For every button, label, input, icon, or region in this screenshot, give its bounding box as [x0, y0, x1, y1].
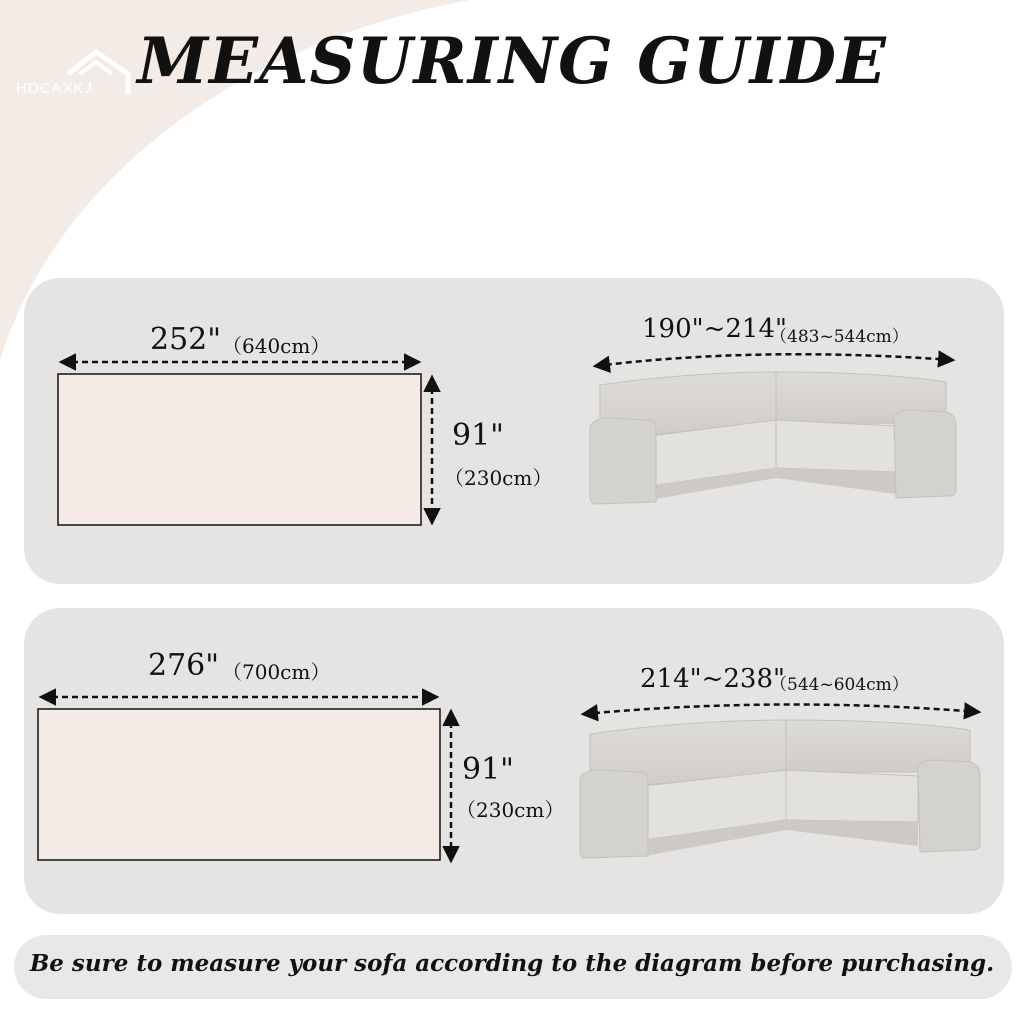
- cover-width-inches-2: 276": [148, 648, 220, 683]
- cover-height-inches-2: 91": [462, 752, 514, 787]
- sofa-span-inches-1: 190"~214": [642, 314, 787, 344]
- cover-diagram-2: [38, 697, 451, 860]
- cover-height-cm-2: （230cm）: [456, 798, 565, 822]
- cover-height-inches-1: 91": [452, 418, 504, 453]
- sofa-span-arrow-2: [584, 704, 978, 714]
- sectional-sofa-1: [590, 354, 956, 504]
- cover-diagram-1: [58, 362, 432, 525]
- sofa-span-cm-2: （544~604cm）: [770, 675, 909, 695]
- cover-rectangle-1: [58, 374, 421, 525]
- cover-rectangle-2: [38, 709, 440, 860]
- footer-note: Be sure to measure your sofa according to the diagram before purchasing.: [29, 950, 995, 977]
- sofa-span-arrow-1: [596, 354, 952, 366]
- brand-name: HDCAXKJ: [16, 80, 94, 97]
- page-title: MEASURING GUIDE: [137, 24, 887, 99]
- cover-width-inches-1: 252": [150, 322, 222, 357]
- cover-height-cm-1: （230cm）: [444, 466, 553, 490]
- cover-width-cm-1: （640cm）: [222, 334, 331, 358]
- cover-width-cm-2: （700cm）: [222, 660, 331, 684]
- sofa-span-inches-2: 214"~238": [640, 664, 785, 694]
- sofa-span-cm-1: （483~544cm）: [770, 327, 909, 347]
- sectional-sofa-2: [580, 704, 980, 858]
